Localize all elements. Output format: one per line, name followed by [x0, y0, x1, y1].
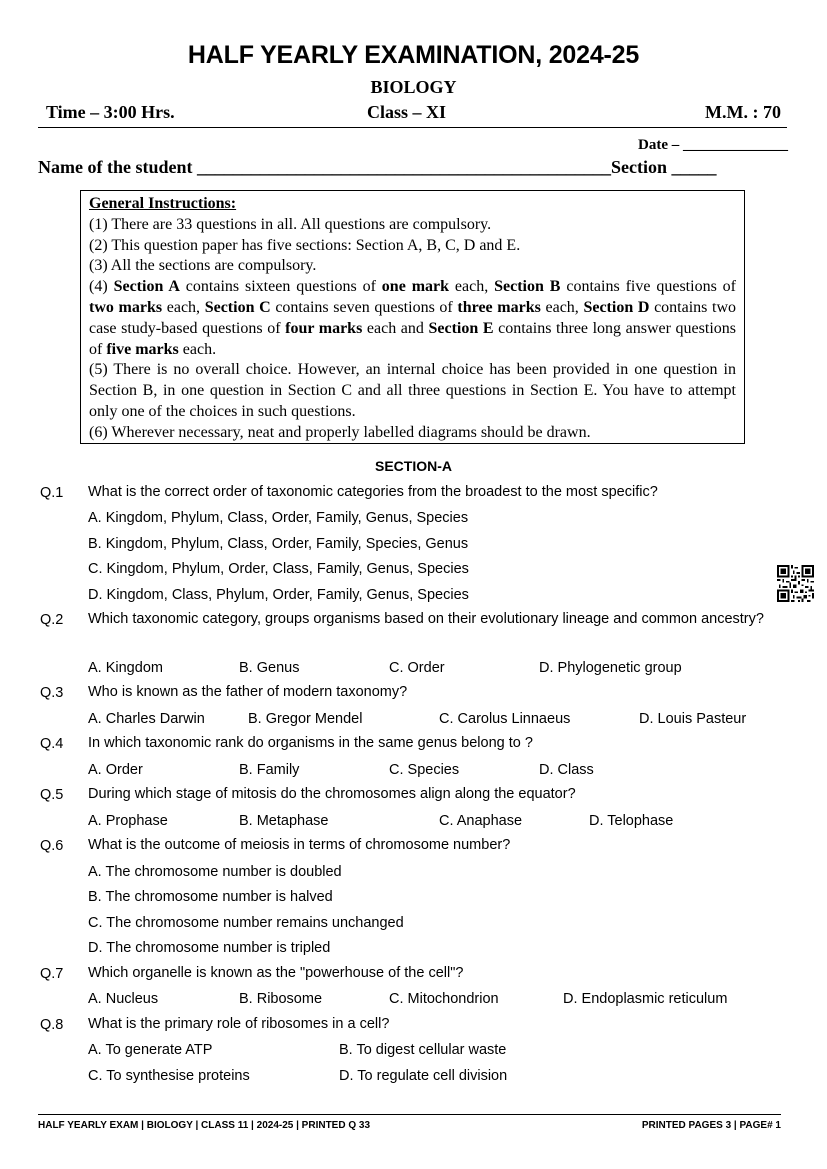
option-a: A. Order	[88, 762, 143, 778]
question-number: Q.2	[40, 612, 64, 628]
option-c: C. To synthesise proteins	[88, 1068, 250, 1084]
question-number: Q.6	[40, 838, 64, 854]
option-d: D. Kingdom, Class, Phylum, Order, Family, Genus, Species	[88, 587, 469, 603]
option-c: C. Mitochondrion	[389, 991, 499, 1007]
question-number: Q.3	[40, 685, 64, 701]
option-d: D. Phylogenetic group	[539, 660, 682, 676]
option-c: C. Anaphase	[439, 813, 523, 829]
option-a: A. Kingdom, Phylum, Class, Order, Family, Genus, Species	[88, 510, 469, 526]
instruction-4-text: contains sixteen questions of	[179, 278, 382, 296]
option-b: B. Kingdom, Phylum, Class, Order, Family, Species, Genus	[88, 536, 469, 552]
instruction-4-bold: five marks	[106, 340, 179, 358]
instruction-4-text: each and	[362, 319, 429, 337]
option-d: D. Class	[539, 762, 594, 778]
question-number: Q.8	[40, 1017, 64, 1033]
option-d: D. The chromosome number is tripled	[88, 940, 331, 956]
section-a-heading: SECTION-A	[375, 458, 452, 474]
option-a: A. The chromosome number is doubled	[88, 864, 342, 880]
instruction-1: (1) There are 33 questions in all. All questions are compulsory.	[89, 215, 492, 233]
question-number: Q.5	[40, 787, 64, 803]
instruction-4-bold: Section E	[428, 319, 494, 337]
option-a: A. Prophase	[88, 813, 168, 829]
question-text: During which stage of mitosis do the chromosomes align along the equator?	[88, 786, 576, 802]
option-b: B. Family	[239, 762, 300, 778]
qr-code-icon	[777, 565, 814, 602]
student-name-line: Name of the student ______________________________________________Section _____	[38, 157, 717, 177]
header-rule	[38, 127, 787, 128]
instruction-4-text: contains two case study-based questions of	[89, 298, 737, 337]
instruction-2: (2) This question paper has five sections: Section A, B, C, D and E.	[89, 236, 521, 254]
instruction-3: (3) All the sections are compulsory.	[89, 257, 317, 275]
exam-title: HALF YEARLY EXAMINATION, 2024-25	[187, 41, 640, 69]
question-text: In which taxonomic rank do organisms in the same genus belong to ?	[88, 735, 533, 751]
instruction-4-text: contains three long answer questions of	[89, 319, 736, 358]
instruction-4	[89, 277, 736, 360]
exam-meta-row	[46, 102, 781, 124]
question-text: What is the outcome of meiosis in terms of chromosome number?	[88, 837, 511, 853]
instruction-4-text: contains five questions of	[560, 278, 737, 296]
option-a: A. Nucleus	[88, 991, 159, 1007]
instruction-4-text: each,	[449, 278, 495, 296]
instruction-5: (5) There is no overall choice. However, an internal choice has been provided in one question in Section B, in one question in Section C and all three questions in Section E. You have to attempt only one of the choices in such questions.	[89, 361, 736, 420]
instruction-4-bold: Section C	[204, 298, 271, 316]
option-a: A. Kingdom	[88, 660, 163, 676]
question-text: What is the primary role of ribosomes in a cell?	[88, 1016, 390, 1032]
max-marks: M.M. : 70	[705, 102, 781, 122]
general-instructions-box	[80, 190, 745, 444]
instruction-4-bold: Section A	[113, 278, 180, 296]
subject-title: BIOLOGY	[370, 77, 457, 97]
instructions-heading: General Instructions:	[89, 195, 237, 212]
instruction-4-text: (4)	[89, 278, 114, 296]
option-d: D. Louis Pasteur	[639, 711, 747, 727]
question-text: Which organelle is known as the "powerhouse of the cell"?	[88, 965, 464, 981]
footer-rule	[38, 1114, 781, 1115]
option-c: C. Kingdom, Phylum, Order, Class, Family, Genus, Species	[88, 561, 469, 577]
option-c: C. Order	[389, 660, 445, 676]
option-b: B. Genus	[239, 660, 300, 676]
option-b: B. To digest cellular waste	[339, 1042, 507, 1058]
instruction-4-text: each.	[178, 340, 217, 358]
option-d: D. To regulate cell division	[339, 1068, 508, 1084]
option-b: B. Gregor Mendel	[248, 711, 363, 727]
question-number: Q.4	[40, 736, 64, 752]
option-a: A. Charles Darwin	[88, 711, 205, 727]
instruction-6: (6) Wherever necessary, neat and properly labelled diagrams should be drawn.	[89, 423, 591, 441]
exam-class: Class – XI	[367, 102, 447, 122]
question-text: Who is known as the father of modern taxonomy?	[88, 684, 408, 700]
instruction-4-text: contains seven questions of	[270, 298, 458, 316]
footer-left: HALF YEARLY EXAM | BIOLOGY | CLASS 11 | 2024-25 | PRINTED Q 33	[38, 1120, 371, 1131]
option-b: B. Ribosome	[239, 991, 323, 1007]
question-text: What is the correct order of taxonomic categories from the broadest to the most specific?	[88, 484, 658, 500]
instruction-4-bold: Section D	[583, 298, 650, 316]
exam-time: Time – 3:00 Hrs.	[46, 102, 175, 122]
option-c: C. Species	[389, 762, 460, 778]
instruction-4-bold: four marks	[285, 319, 363, 337]
instruction-4-bold: one mark	[381, 278, 450, 296]
date-field: Date – ______________	[638, 137, 788, 153]
option-b: B. Metaphase	[239, 813, 329, 829]
question-number: Q.1	[40, 485, 64, 501]
question-number: Q.7	[40, 966, 64, 982]
instruction-4-bold: two marks	[89, 298, 163, 316]
footer-right: PRINTED PAGES 3 | PAGE# 1	[641, 1120, 781, 1131]
instruction-4-text: each,	[162, 298, 205, 316]
option-d: D. Telophase	[589, 813, 674, 829]
option-d: D. Endoplasmic reticulum	[563, 991, 728, 1007]
instruction-4-text: each,	[540, 298, 584, 316]
option-b: B. The chromosome number is halved	[88, 889, 333, 905]
option-c: C. The chromosome number remains unchanged	[88, 915, 404, 931]
question-text: Which taxonomic category, groups organisms based on their evolutionary lineage and common ancestry?	[88, 611, 764, 627]
option-c: C. Carolus Linnaeus	[439, 711, 571, 727]
option-a: A. To generate ATP	[88, 1042, 213, 1058]
instruction-4-bold: Section B	[494, 278, 561, 296]
instruction-4-bold: three marks	[457, 298, 541, 316]
